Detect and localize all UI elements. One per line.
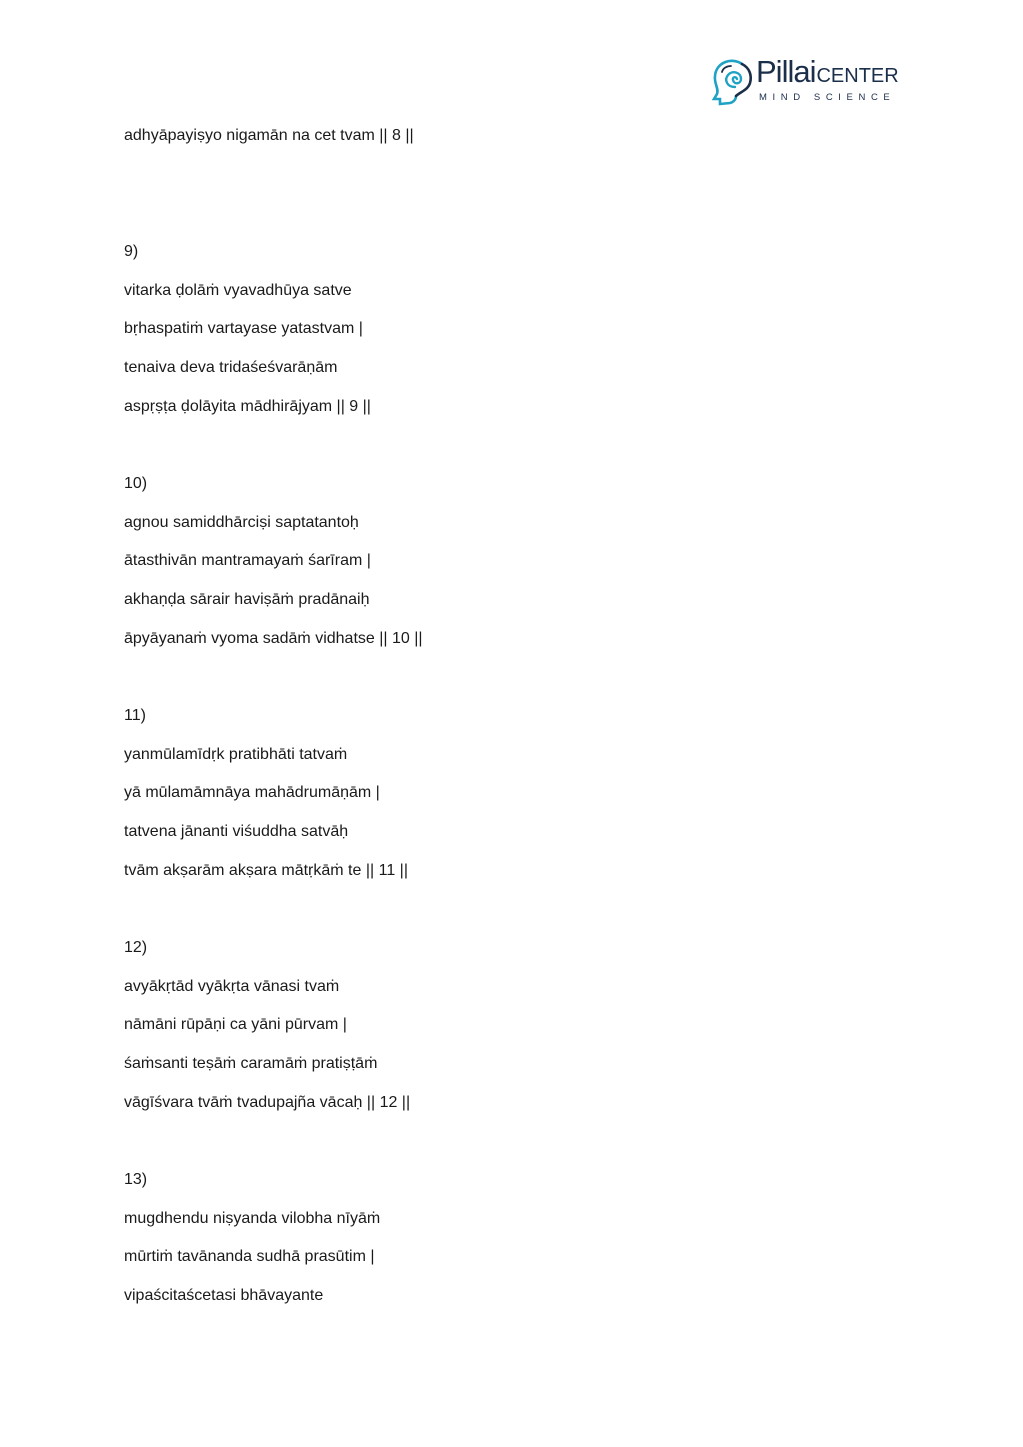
brand-tagline: MIND SCIENCE xyxy=(759,92,896,103)
verse-line: śaṁsanti teṣāṁ caramāṁ pratiṣṭāṁ xyxy=(124,1055,378,1072)
brand-name-center: CENTER xyxy=(816,65,899,87)
verse-line: vāgīśvara tvāṁ tvadupajña vācaḥ || 12 || xyxy=(124,1094,411,1111)
verse-line: vitarka ḍolāṁ vyavadhūya satve xyxy=(124,282,352,299)
verse-line: aspṛṣṭa ḍolāyita mādhirājyam || 9 || xyxy=(124,398,371,415)
head-swirl-icon xyxy=(712,58,754,106)
verse-line: āpyāyanaṁ vyoma sadāṁ vidhatse || 10 || xyxy=(124,630,423,647)
verse-line: vipaścitaścetasi bhāvayante xyxy=(124,1287,324,1304)
verse-line: yanmūlamīdṛk pratibhāti tatvaṁ xyxy=(124,746,348,763)
verse-line: mugdhendu niṣyanda vilobha nīyāṁ xyxy=(124,1210,381,1227)
verse-line: nāmāni rūpāṇi ca yāni pūrvam | xyxy=(124,1016,347,1033)
verse-line: tatvena jānanti viśuddha satvāḥ xyxy=(124,823,349,840)
verse-line: tvām akṣarām akṣara mātṛkāṁ te || 11 || xyxy=(124,862,408,879)
verse-line: ātasthivān mantramayaṁ śarīram | xyxy=(124,552,371,569)
verse-number: 12) xyxy=(124,939,148,956)
verse-line: adhyāpayiṣyo nigamān na cet tvam || 8 || xyxy=(124,127,414,144)
verse-line: agnou samiddhārciṣi saptatantoḥ xyxy=(124,514,359,531)
verse-number: 9) xyxy=(124,243,139,260)
verse-line: bṛhaspatiṁ vartayase yatastvam | xyxy=(124,320,363,337)
verse-line: tenaiva deva tridaśeśvarāṇām xyxy=(124,359,338,376)
brand-name-pillai: Pillai xyxy=(756,54,816,89)
brand-name xyxy=(756,56,899,87)
verse-line: yā mūlamāmnāya mahādrumāṇām | xyxy=(124,784,380,801)
verse-line: avyākṛtād vyākṛta vānasi tvaṁ xyxy=(124,978,340,995)
pillai-center-logo xyxy=(712,56,902,108)
verse-number: 11) xyxy=(124,707,146,724)
verse-number: 10) xyxy=(124,475,148,492)
verse-line: akhaṇḍa sārair haviṣāṁ pradānaiḥ xyxy=(124,591,370,608)
verse-number: 13) xyxy=(124,1171,148,1188)
verse-line: mūrtiṁ tavānanda sudhā prasūtim | xyxy=(124,1248,375,1265)
